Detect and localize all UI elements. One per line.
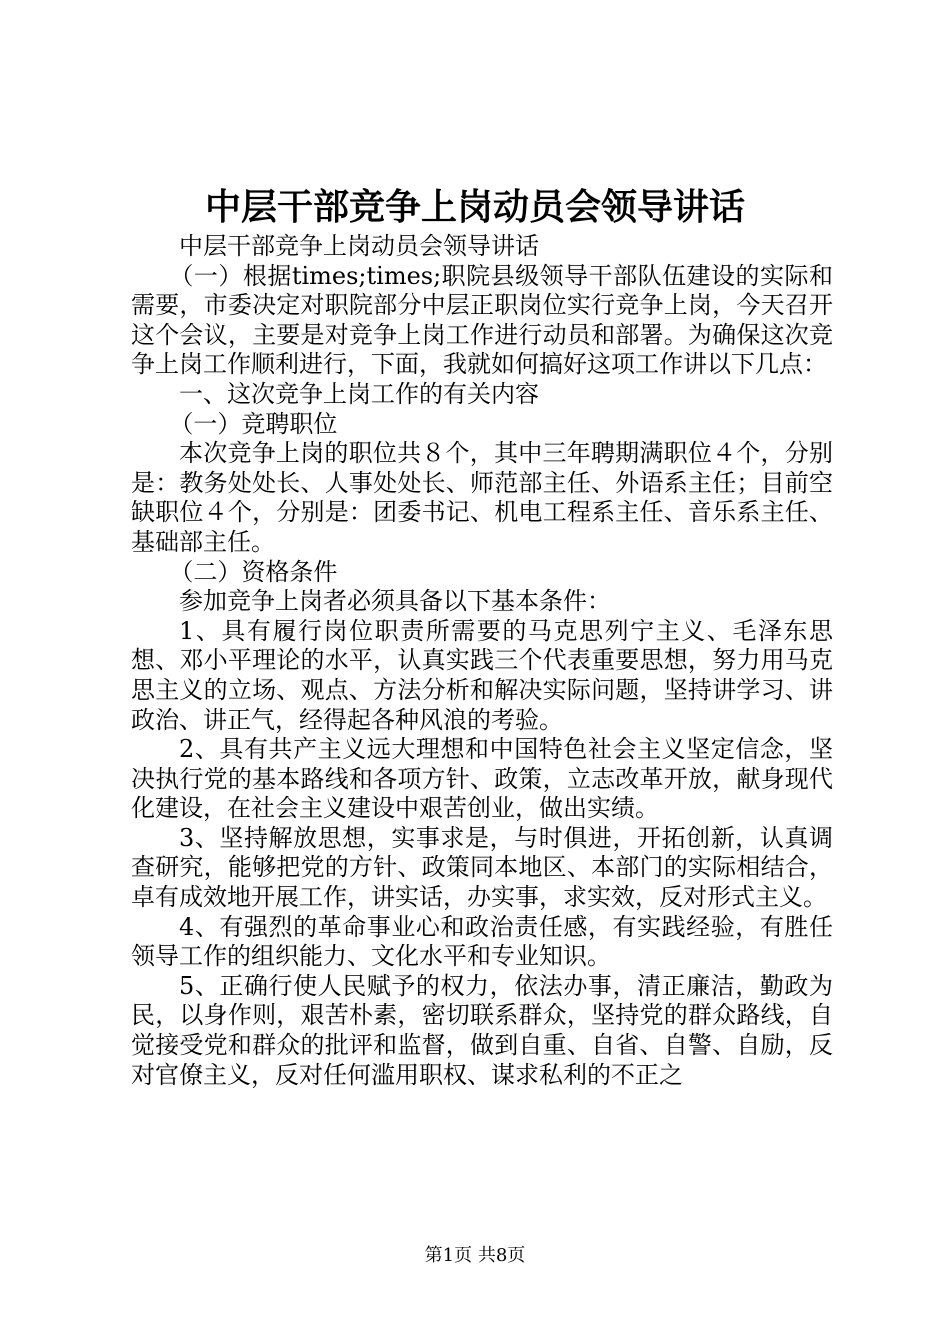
paragraph: 中层干部竞争上岗动员会领导讲话: [179, 232, 539, 260]
section-heading: 一、这次竞争上岗工作的有关内容: [179, 379, 539, 408]
list-item: 5、正确行使人民赋予的权力，依法办事，清正廉洁，勤政为民，以身作则，艰苦朴素，密切联系群众，坚持党的群众路线，自觉接受党和群众的批评和监督，做到自重、自省、自警、自励，反对官僚主义，反对任何滥用职权、谋求私利的不正之: [131, 971, 833, 1089]
subsection-heading: （一）竞聘职位: [169, 409, 338, 438]
list-item: 4、有强烈的革命事业心和政治责任感，有实践经验，有胜任领导工作的组织能力、文化水平和专业知识。: [131, 912, 833, 971]
list-item: 1、具有履行岗位职责所需要的马克思列宁主义、毛泽东思想、邓小平理论的水平，认真实践三个代表重要思想，努力用马克思主义的立场、观点、方法分析和解决实际问题，坚持讲学习、讲政治、讲正气，经得起各种风浪的考验。: [131, 616, 833, 734]
page-footer: 第1页 共8页: [424, 1245, 526, 1266]
document-body: [131, 232, 833, 1090]
paragraph: （一）根据times;times;职院县级领导干部队伍建设的实际和需要，市委决定对职院部分中层正职岗位实行竞争上岗，今天召开这个会议，主要是对竞争上岗工作进行动员和部署。为确保这次竞争上岗工作顺利进行，下面，我就如何搞好这项工作讲以下几点：: [131, 261, 833, 379]
paragraph: 本次竞争上岗的职位共８个，其中三年聘期满职位４个，分别是：教务处处长、人事处处长、师范部主任、外语系主任；目前空缺职位４个，分别是：团委书记、机电工程系主任、音乐系主任、基础部主任。: [131, 439, 833, 556]
list-item: 2、具有共产主义远大理想和中国特色社会主义坚定信念，坚决执行党的基本路线和各项方针、政策，立志改革开放，献身现代化建设，在社会主义建设中艰苦创业，做出实绩。: [131, 735, 833, 823]
document-title: 中层干部竞争上岗动员会领导讲话: [204, 186, 745, 228]
list-item: 3、坚持解放思想，实事求是，与时俱进，开拓创新，认真调查研究，能够把党的方针、政策同本地区、本部门的实际相结合，卓有成效地开展工作，讲实话，办实事，求实效，反对形式主义。: [131, 823, 833, 912]
subsection-heading: （二）资格条件: [169, 557, 338, 586]
paragraph: 参加竞争上岗者必须具备以下基本条件：: [179, 587, 611, 616]
